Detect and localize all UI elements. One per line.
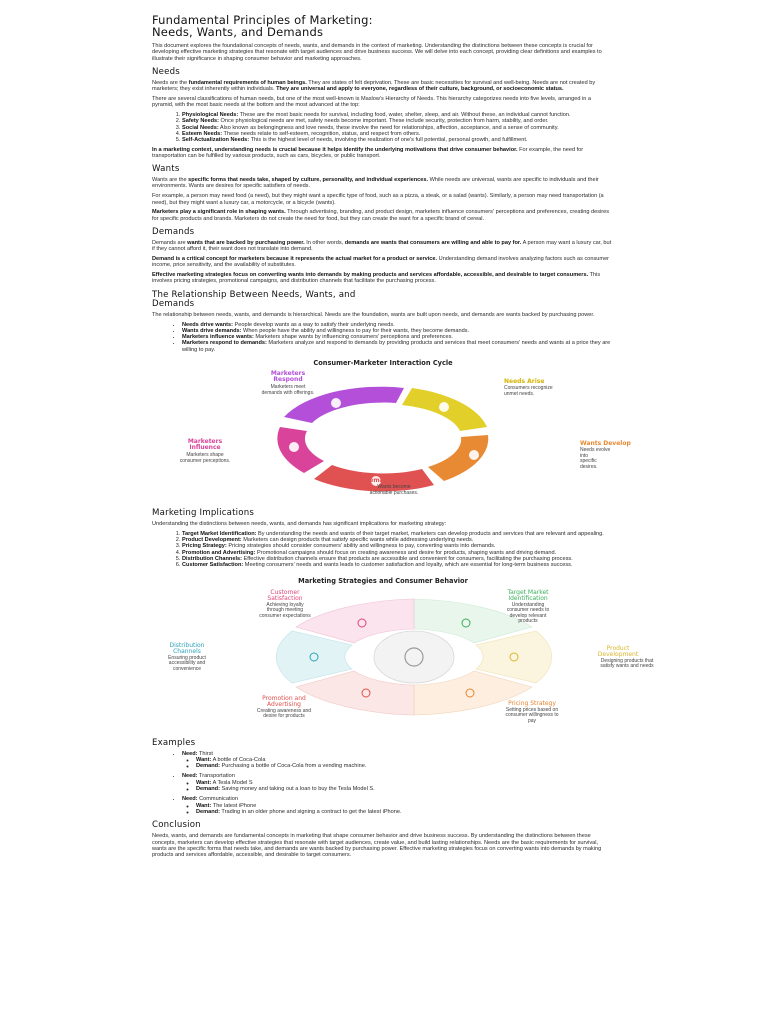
wants-paragraph-2: For example, a person may need food (a need), but they might want a specific type of food, such as a pizza, a steak, or a salad (wants). Similarly, a person may need transportation (a need), but they might want a luxury car, a motorcycle, or a bicycle (wants). bbox=[152, 193, 604, 206]
cycle-icon-develop bbox=[469, 450, 479, 460]
examples-list bbox=[152, 751, 614, 816]
demands-heading: Demands bbox=[152, 226, 195, 237]
develop-title: Wants Develop bbox=[580, 440, 631, 447]
pricing-strategy-title: Pricing Strategy bbox=[508, 699, 556, 707]
relationship-list bbox=[152, 322, 614, 353]
list-item: ◦ Demand: Saving money and taking out a loan to buy the Tesla Model S. bbox=[196, 786, 614, 792]
target-market-desc: Understanding consumer needs to develop relevant products bbox=[506, 601, 550, 625]
intro-paragraph: This document explores the foundational concepts of needs, wants, and demands in the context of marketing. Understanding the distinctions between these concepts is crucial for developing effective marketing strategies that resonate with target audiences and drive business success. We will delve into each concept, providing clear definitions and examples to illustrate their significance in shaping consumer behavior and marketing approaches. bbox=[152, 43, 602, 62]
product-development-title: Product Development bbox=[597, 644, 639, 658]
conclusion-heading: Conclusion bbox=[152, 820, 201, 831]
list-item: 2. Product Development: Marketers can design products that satisfy specific wants while addressing underlying needs. bbox=[182, 537, 614, 543]
cycle-title: Consumer-Marketer Interaction Cycle bbox=[313, 359, 453, 367]
influence-title: Marketers Influence bbox=[187, 438, 223, 452]
needs-paragraph-1: Needs are the fundamental requirements of human beings. They are states of felt deprivation. These are basic necessities for survival and well-being. Needs are not created by marketers; they exist inherently within individuals. They are universal and apply to everyone, regardless of their culture, background, or socioeconomic status. bbox=[152, 79, 596, 93]
wheel-center bbox=[374, 631, 454, 683]
develop-desc: Needs evolve into specific desires. bbox=[580, 447, 611, 470]
list-item: 3. Social Needs: Also known as belongingness and love needs, these involve the need for relationships, affection, acceptance, and a sense of community. bbox=[182, 125, 614, 131]
cycle-segment-develop bbox=[428, 435, 488, 481]
list-item: ◦ Want: A bottle of Coca-Cola bbox=[196, 757, 614, 763]
demands-paragraph-1: Demands are wants that are backed by purchasing power. In other words, demands are wants that consumers are willing and able to pay for. A person may want a luxury car, but if they cannot afford it, their want does not translate into demand. bbox=[152, 239, 612, 253]
demands-paragraph-2: Demand is a critical concept for marketers because it represents the actual market for a product or service. Understanding demand involves analyzing factors such as consumer income, price sensitivity, and the availability of substitutes. bbox=[152, 256, 610, 269]
list-item: 5. Self-Actualization Needs: This is the highest level of needs, involving the realization of one's full potential, personal growth, and fulfillment. bbox=[182, 137, 614, 143]
strategies-figure bbox=[152, 576, 654, 733]
list-item: 4. Promotion and Advertising: Promotional campaigns should focus on creating awareness and desire for products, shaping wants and driving demand. bbox=[182, 550, 614, 556]
implications-list bbox=[152, 531, 614, 569]
distribution-title: Distribution Channels bbox=[169, 641, 205, 655]
target-market-title: Target Market Identification bbox=[507, 588, 549, 602]
conclusion-paragraph: Needs, wants, and demands are fundamental concepts in marketing that shape consumer behavior and drive business success. By understanding the distinctions between these concepts, marketers can develop effective strategies that resonate with target audiences, create value, and build lasting relationships. Needs are the basic requirements for survival, wants are the specific forms that needs take, and demands are wants backed by purchasing power. Effective marketing strategies focus on converting wants into demands by making products and services affordable, accessible, and desirable to target consumers. bbox=[152, 833, 602, 859]
list-item: 1. Physiological Needs: These are the most basic needs for survival, including food, water, shelter, sleep, and air. Without these, an individual cannot function. bbox=[182, 112, 614, 118]
relationship-paragraph: The relationship between needs, wants, and demands is hierarchical. Needs are the foundation, wants are built upon needs, and demands are wants backed by purchasing power. bbox=[152, 311, 595, 318]
list-item: • Need: Communication ◦ Want: The latest iPhone ◦ Demand: Trading in an older phone and signing a contract to get the latest iPhone. bbox=[182, 796, 614, 815]
maslow-list bbox=[152, 112, 614, 143]
list-item: ◦ Want: A Tesla Model S bbox=[196, 780, 614, 786]
satisfaction-title: Customer Satisfaction bbox=[267, 588, 303, 602]
promotion-title: Promotion and Advertising bbox=[262, 694, 306, 708]
respond-title: Marketers Respond bbox=[270, 370, 306, 384]
pricing-strategy-desc: Setting prices based on consumer willingness to pay bbox=[505, 706, 559, 724]
implications-heading: Marketing Implications bbox=[152, 508, 255, 518]
list-item: 5. Distribution Channels: Effective distribution channels ensure that products are accessible and convenient for consumers, facilitating the purchasing process. bbox=[182, 556, 614, 562]
cycle-segment-influence bbox=[277, 427, 324, 473]
emerge-desc: Wants become actionable purchases. bbox=[369, 484, 419, 496]
list-item: 1. Target Market Identification: By understanding the needs and wants of their target market, marketers can develop products and services that are relevant and appealing. bbox=[182, 531, 614, 537]
list-item: 6. Customer Satisfaction: Meeting consumers' needs and wants leads to customer satisfaction and loyalty, which are essential for long-term business success. bbox=[182, 562, 614, 568]
list-item: • Needs drive wants: People develop wants as a way to satisfy their underlying needs. bbox=[182, 322, 614, 328]
promotion-desc: Creating awareness and desire for products bbox=[256, 707, 312, 720]
needs-heading: Needs bbox=[152, 66, 180, 77]
document-title: Fundamental Principles of Marketing: Needs, Wants, and Demands bbox=[152, 13, 373, 39]
needs-paragraph-3: In a marketing context, understanding needs is crucial because it helps identify the underlying motivations that drive consumer behavior. For example, the need for transportation can be fulfilled by various products, such as cars, bicycles, or public transport. bbox=[152, 146, 584, 159]
arise-desc: Consumers recognize unmet needs. bbox=[504, 385, 553, 397]
examples-heading: Examples bbox=[152, 737, 196, 748]
list-item: • Marketers respond to demands: Marketers analyze and respond to demands by providing products and services that meet consumers' needs and wants at a price they are willing to pay. bbox=[182, 340, 614, 353]
strategies-title: Marketing Strategies and Consumer Behavior bbox=[298, 576, 468, 585]
cycle-icon-arise bbox=[439, 402, 449, 412]
emerge-title: Demands Emerge bbox=[364, 477, 424, 484]
list-item: ◦ Demand: Trading in an older phone and signing a contract to get the latest iPhone. bbox=[196, 809, 614, 815]
list-item: 3. Pricing Strategy: Pricing strategies should consider consumers' ability and willingness to pay, converting wants into demands. bbox=[182, 543, 614, 549]
product-development-desc: Designing products that satisfy wants and needs bbox=[600, 657, 654, 670]
list-item: 4. Esteem Needs: These needs relate to self-esteem, recognition, status, and respect from others. bbox=[182, 131, 614, 137]
cycle-icon-influence bbox=[289, 442, 299, 452]
list-item: • Wants drive demands: When people have the ability and willingness to pay for their wants, they become demands. bbox=[182, 328, 614, 334]
satisfaction-desc: Achieving loyalty through meeting consumer expectations bbox=[259, 601, 311, 619]
list-item: • Need: Thirst ◦ Want: A bottle of Coca-Cola ◦ Demand: Purchasing a bottle of Coca-Cola from a vending machine. bbox=[182, 751, 614, 770]
demands-paragraph-3: Effective marketing strategies focus on converting wants into demands by making products and services affordable, accessible, and desirable to target consumers. This involves pricing strategies, promotional campaigns, and distribution channels that facilitate the purchasing process. bbox=[152, 272, 601, 285]
wants-heading: Wants bbox=[152, 164, 180, 175]
list-item: • Need: Transportation ◦ Want: A Tesla Model S ◦ Demand: Saving money and taking out a loan to buy the Tesla Model S. bbox=[182, 773, 614, 792]
needs-paragraph-2: There are several classifications of human needs, but one of the most well-known is Maslow's Hierarchy of Needs. This hierarchy categorizes needs into five levels, arranged in a pyramid, with the most basic needs at the bottom and the most advanced at the top: bbox=[152, 95, 592, 109]
respond-desc: Marketers meet demands with offerings. bbox=[261, 384, 315, 396]
wants-paragraph-3: Marketers play a significant role in shaping wants. Through advertising, branding, and product design, marketers influence consumers' perceptions and preferences, creating desires for specific products and brands. Marketers do not create the need for food, but they can create the want for a specific brand of cereal. bbox=[152, 209, 610, 222]
cycle-icon-respond bbox=[331, 398, 341, 408]
list-item: 2. Safety Needs: Once physiological needs are met, safety needs become important. These include security, protection from harm, stability, and order. bbox=[182, 118, 614, 124]
influence-desc: Marketers shape consumer perceptions. bbox=[179, 452, 231, 464]
list-item: • Marketers influence wants: Marketers shape wants by influencing consumers' perceptions and preferences. bbox=[182, 334, 614, 340]
arise-title: Needs Arise bbox=[504, 378, 545, 385]
list-item: ◦ Demand: Purchasing a bottle of Coca-Cola from a vending machine. bbox=[196, 763, 614, 769]
document-page bbox=[152, 13, 654, 862]
implications-paragraph: Understanding the distinctions between needs, wants, and demands has significant implications for marketing strategy: bbox=[152, 521, 447, 527]
list-item: ◦ Want: The latest iPhone bbox=[196, 803, 614, 809]
relationship-heading: The Relationship Between Needs, Wants, and Demands bbox=[152, 289, 356, 309]
distribution-desc: Ensuring product accessibility and convenience bbox=[168, 654, 206, 672]
interaction-cycle-figure bbox=[152, 359, 631, 503]
wants-paragraph-1: Wants are the specific forms that needs take, shaped by culture, personality, and individual experiences. While needs are universal, wants are specific to individuals and their environments. Wants are desires for specific satisfiers of needs. bbox=[152, 177, 599, 190]
